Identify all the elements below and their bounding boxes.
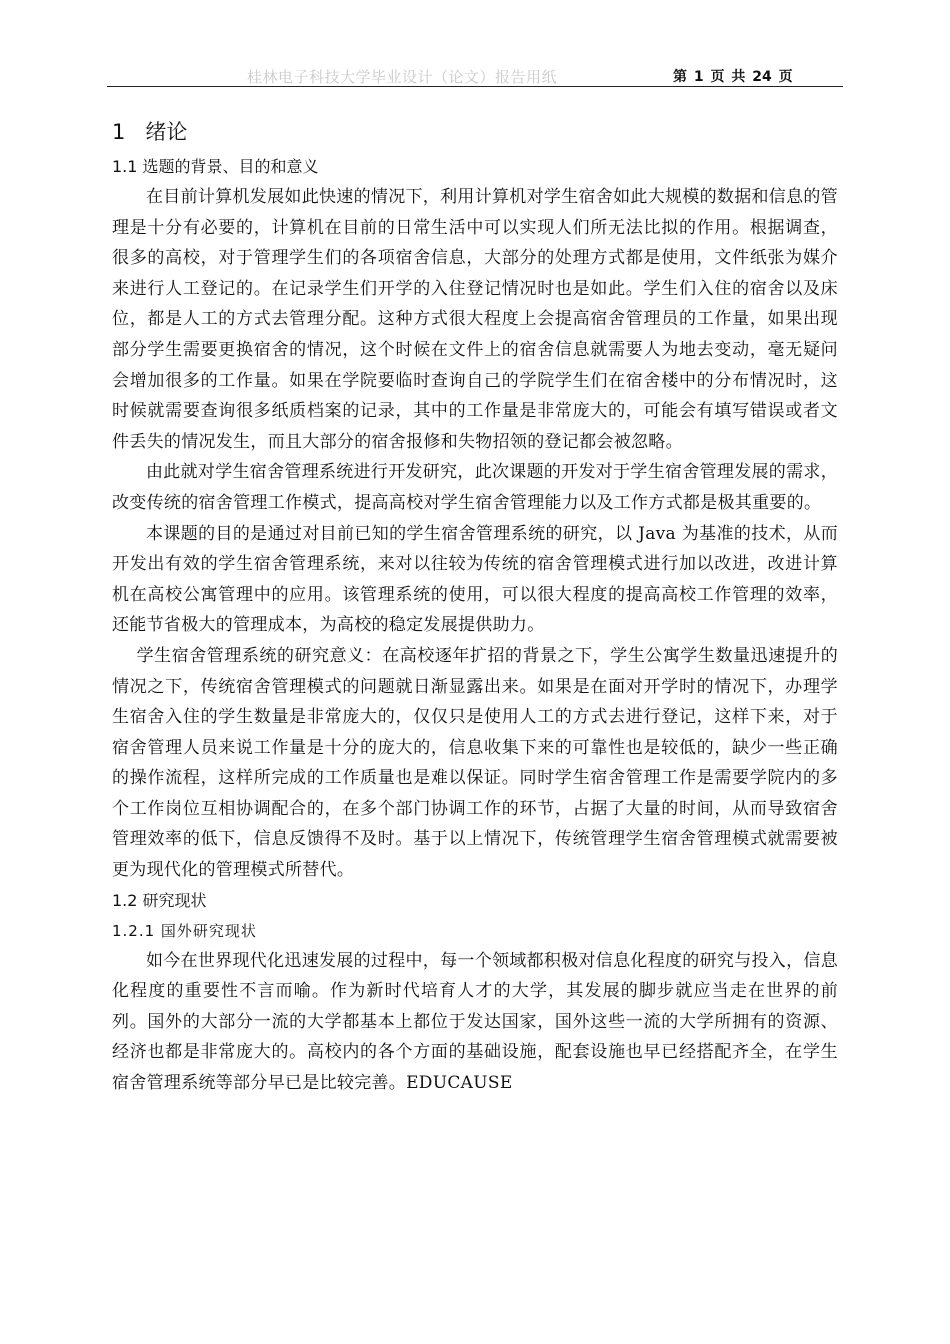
paragraph-1: 在目前计算机发展如此快速的情况下，利用计算机对学生宿舍如此大规模的数据和信息的管理是十分有必要的，计算机在目前的日常生活中可以实现人们所无法比拟的作用。根据调查，很多的高校，对于管理学生们的各项宿舍信息，大部分的处理方式都是使用，文件纸张为媒介来进行人工登记的。在记录学生们开学的入住登记情况时也是如此。学生们入住的宿舍以及床位，都是人工的方式去管理分配。这种方式很大程度上会提高宿舍管理员的工作量，如果出现部分学生需要更换宿舍的情况，这个时候在文件上的宿舍信息就需要人为地去变动，毫无疑问会增加很多的工作量。如果在学院要临时查询自己的学院学生们在宿舍楼中的分布情况时，这时候就需要查询很多纸质档案的记录，其中的工作量是非常庞大的，可能会有填写错误或者文件丢失的情况发生，而且大部分的宿舍报修和失物招领的登记都会被忽略。 — [112, 187, 838, 452]
section-title-1-2: 1.2 研究现状 — [112, 890, 207, 910]
document-body — [112, 112, 838, 1099]
paragraph-5: 如今在世界现代化迅速发展的过程中，每一个领域都积极对信息化程度的研究与投入，信息化程度的重要性不言而喻。作为新时代培育人才的大学，其发展的脚步就应当走在世界的前列。国外的大部分一流的大学都基本上都位于发达国家，国外这些一流的大学所拥有的资源、经济也都是非常庞大的。高校内的各个方面的基础设施，配套设施也早已经搭配齐全，在学生宿舍管理系统等部分早已是比较完善。EDUCAUSE — [112, 950, 838, 1094]
paragraph-4: 学生宿舍管理系统的研究意义：在高校逐年扩招的背景之下，学生公寓学生数量迅速提升的情况之下，传统宿舍管理模式的问题就日渐显露出来。如果是在面对开学时的情况下，办理学生宿舍入住的学生数量是非常庞大的，仅仅只是使用人工的方式去进行登记，这样下来，对于宿舍管理人员来说工作量是十分的庞大的，信息收集下来的可靠性也是较低的，缺少一些正确的操作流程，这样所完成的工作质量也是难以保证。同时学生宿舍管理工作是需要学院内的多个工作岗位互相协调配合的，在多个部门协调工作的环节，占据了大量的时间，从而导致宿舍管理效率的低下，信息反馈得不及时。基于以上情况下，传统管理学生宿舍管理模式就需要被更为现代化的管理模式所替代。 — [112, 645, 838, 881]
paragraph-2: 由此就对学生宿舍管理系统进行开发研究，此次课题的开发对于学生宿舍管理发展的需求，改变传统的宿舍管理工作模式，提高高校对学生宿舍管理能力以及工作方式都是极其重要的。 — [112, 462, 838, 513]
chapter-title: 1 绪论 — [112, 120, 188, 144]
paragraph-3: 本课题的目的是通过对目前已知的学生宿舍管理系统的研究，以 Java 为基准的技术，从而开发出有效的学生宿舍管理系统，来对以往较为传统的宿舍管理模式进行加以改进，改进计算机在高校公寓管理中的应用。该管理系统的使用，可以很大程度的提高高校工作管理的效率，还能节省极大的管理成本，为高校的稳定发展提供助力。 — [112, 523, 838, 636]
section-title-1-1: 1.1 选题的背景、目的和意义 — [112, 157, 319, 176]
page-header — [107, 64, 843, 87]
header-title: 桂林电子科技大学毕业设计（论文）报告用纸 — [247, 68, 558, 86]
subsection-title-1-2-1: 1.2.1 国外研究现状 — [112, 921, 257, 940]
header-page-info: 第 1 页 共 24 页 — [673, 69, 793, 85]
